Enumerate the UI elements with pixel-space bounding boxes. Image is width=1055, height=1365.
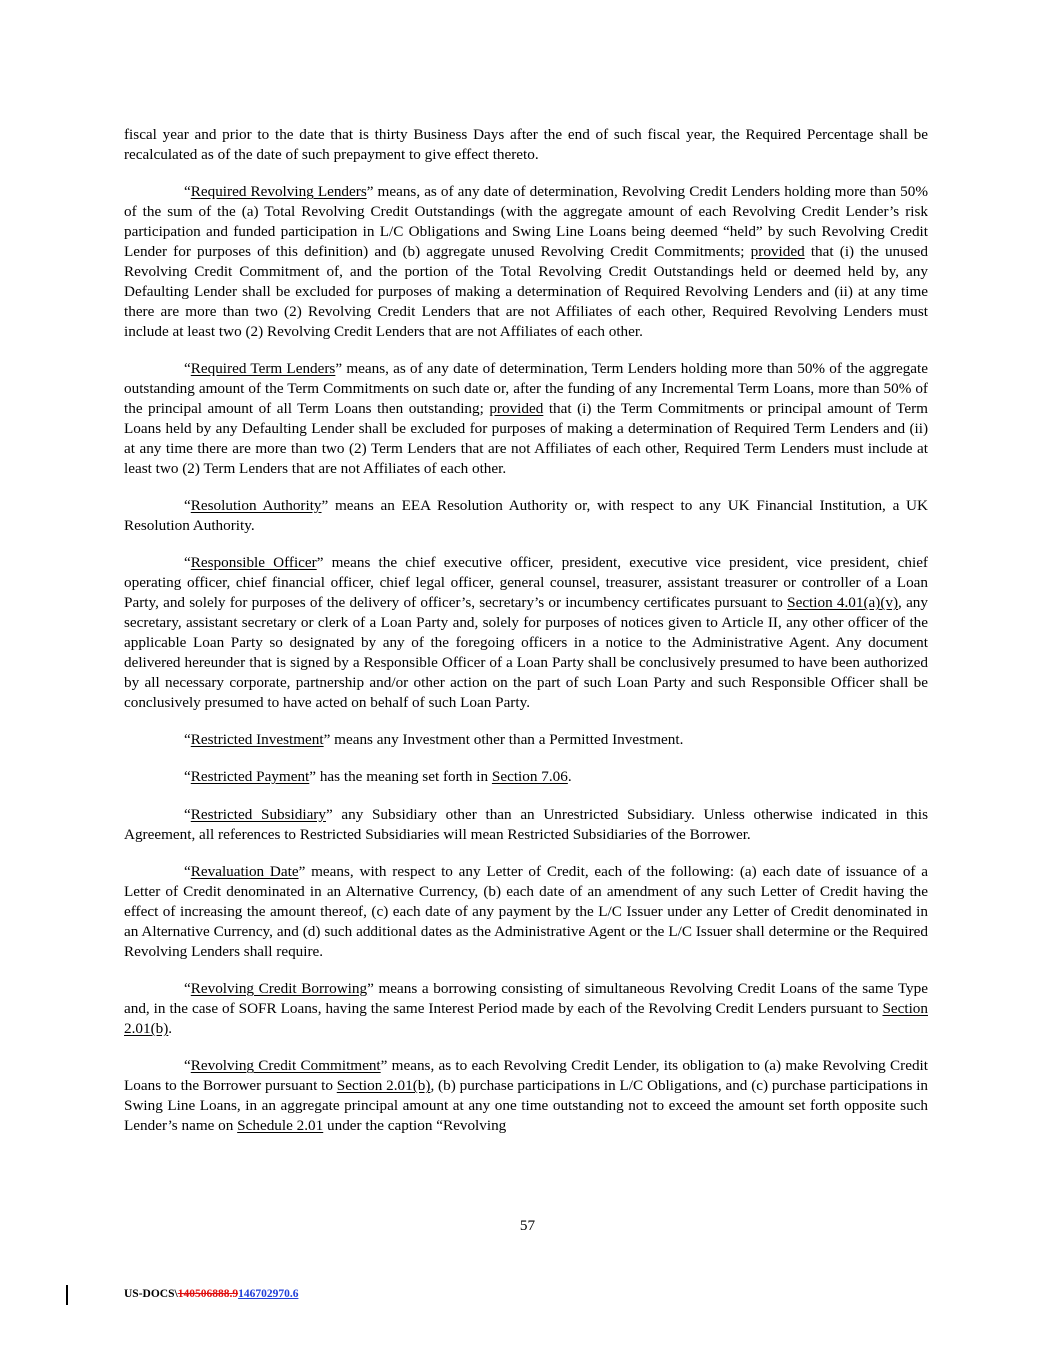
underlined-term: Revaluation Date [190,863,299,881]
underlined-term: provided [750,243,805,261]
underlined-term: Revolving Credit Commitment [190,1057,381,1075]
paragraph-text: under the caption “Revolving [323,1117,507,1135]
paragraph-text: that (i) the unused Revolving Credit Commitment of, and the portion of the Total Revolving Credit Outstandings held or deemed held by, any Defaulting Lender shall be excluded for purposes of making a determination of Required Revolving Lenders and (ii) at any time there are more than two (2) Revolving Credit Lenders that are not Affiliates of each other, Required Revolving Lenders must include at least two (2) Revolving Credit Lenders that are not Affiliates of each other. [124,243,928,340]
underlined-term: Section 7.06 [491,768,568,786]
definition-paragraph-resolution-authority [124,496,928,536]
page-number: 57 [519,1217,536,1234]
underlined-term: Restricted Subsidiary [190,805,326,823]
paragraph-text: “ [184,980,191,998]
definition-paragraph-restricted-subsidiary [124,805,928,845]
definition-paragraph-revolving-credit-borrowing [124,979,928,1039]
underlined-term: Required Term Lenders [190,360,336,378]
paragraph-text: , any secretary, assistant secretary or clerk of a Loan Party and, solely for purposes of notices given to Article II, any other officer of the applicable Loan Party so designated by any of the foregoing officers in a notice to the Administrative Agent. Any document delivered hereunder that is signed by a Responsible Officer of a Loan Party shall be conclusively presumed to have been authorized by all necessary corporate, partnership and/or other action on the part of such Loan Party and such Responsible Officer shall be conclusively presumed to have acted on behalf of such Loan Party. [124,594,928,711]
underlined-term: Required Revolving Lenders [190,183,367,201]
footer-prefix: US-DOCS\ [124,1288,178,1300]
underlined-term: Schedule 2.01 [237,1117,324,1135]
footer-deleted-id: 140506888.9 [177,1288,239,1300]
paragraph-text: ” means an EEA Resolution Authority or, with respect to any UK Financial Institution, a UK Resolution Authority. [124,497,928,534]
paragraph-text: “ [184,768,191,786]
underlined-term: Resolution Authority [190,497,322,514]
paragraph-text: ” means, as to each Revolving Credit Lender, its obligation to (a) make Revolving Credit Loans to the Borrower pursuant to [124,1057,928,1095]
paragraph-text: fiscal year and prior to the date that is thirty Business Days after the end of such fiscal year, the Required Percentage shall be recalculated as of the date of such prepayment to give effect thereto. [124,126,928,163]
definition-paragraph-restricted-investment [124,730,928,750]
underlined-term: Section 2.01(b) [336,1077,431,1095]
underlined-term: Restricted Investment [190,731,324,749]
paragraph-text: ” any Subsidiary other than an Unrestricted Subsidiary. Unless otherwise indicated in this Agreement, all references to Restricted Subsidiaries will mean Restricted Subsidiaries of the Borrower. [124,805,928,843]
paragraph-text: ” means any Investment other than a Permitted Investment. [323,731,684,749]
paragraph-text: ” means the chief executive officer, president, executive vice president, vice president, chief operating officer, chief financial officer, chief legal officer, general counsel, treasurer, assistant treasurer or controller of a Loan Party, and solely for purposes of the delivery of officer’s, secretary’s or incumbency certificates pursuant to [124,554,928,612]
definition-paragraph-restricted-payment [124,767,928,787]
document-body [124,125,928,1154]
paragraph-text: . [567,768,572,786]
paragraph-text: . [168,1020,173,1038]
paragraph-text: ” means, as of any date of determination, Term Lenders holding more than 50% of the aggregate outstanding amount of the Term Commitments on such date or, after the funding of any Incremental Term Loans, more than 50% of the principal amount of all Term Loans then outstanding; [124,360,928,417]
paragraph-text: “ [184,497,191,514]
paragraph-text: “ [184,183,191,201]
underlined-term: Restricted Payment [190,768,310,786]
paragraph-text: “ [184,554,191,572]
paragraph-text: that (i) the Term Commitments or principal amount of Term Loans held by any Defaulting Lender shall be excluded for purposes of making a determination of Required Term Lenders and (ii) at any time there are more than two (2) Term Lenders that are not Affiliates of each other, Required Term Lenders must include at least two (2) Term Lenders that are not Affiliates of each other. [124,399,928,477]
underlined-term: provided [489,399,544,417]
definition-paragraph-revaluation-date [124,862,928,962]
underlined-term: Section 4.01(a)(v) [787,594,899,612]
paragraph-text: ” has the meaning set forth in [309,768,492,786]
paragraph-text: “ [184,1057,191,1075]
definition-paragraph-required-term-lenders [124,359,928,478]
definition-paragraph-p0 [124,125,928,165]
paragraph-text: ” means, with respect to any Letter of Credit, each of the following: (a) each date of issuance of a Letter of Credit denominated in an Alternative Currency, (b) each date of an amendment of any such Letter of Credit having the effect of increasing the amount thereof, (c) each date of any payment by the L/C Issuer under any Letter of Credit denominated in an Alternative Currency, and (d) such additional dates as the Administrative Agent or the L/C Issuer shall determine or the Required Revolving Lenders shall require. [124,863,928,960]
underlined-term: Section 2.01(b) [124,1000,928,1038]
paragraph-text: ” means a borrowing consisting of simultaneous Revolving Credit Loans of the same Type and, in the case of SOFR Loans, having the same Interest Period made by each of the Revolving Credit Lenders pursuant to [124,980,928,1018]
definition-paragraph-required-revolving-lenders [124,182,928,341]
paragraph-text: , (b) purchase participations in L/C Obligations, and (c) purchase participations in Swing Line Loans, in an aggregate principal amount at any one time outstanding not to exceed the amount set forth opposite such Lender’s name on [124,1077,929,1135]
document-footer-id [124,1288,298,1300]
paragraph-text: “ [184,360,191,378]
definition-paragraph-revolving-credit-commitment [124,1056,928,1136]
change-bar [66,1285,68,1305]
paragraph-text: “ [184,731,191,749]
paragraph-text: ” means, as of any date of determination, Revolving Credit Lenders holding more than 50% of the sum of the (a) Total Revolving Credit Outstandings (with the aggregate amount of each Revolving Credit Lender’s risk participation and funded participation in L/C Obligations and Swing Line Loans being deemed “held” by such Revolving Credit Lender for purposes of this definition) and (b) aggregate unused Revolving Credit Commitments; [124,183,928,261]
underlined-term: Revolving Credit Borrowing [190,980,368,998]
underlined-term: Responsible Officer [190,554,317,572]
paragraph-text: “ [184,863,191,881]
paragraph-text: “ [184,805,191,823]
footer-inserted-id: 146702970.6 [238,1288,299,1300]
definition-paragraph-responsible-officer [124,553,928,712]
